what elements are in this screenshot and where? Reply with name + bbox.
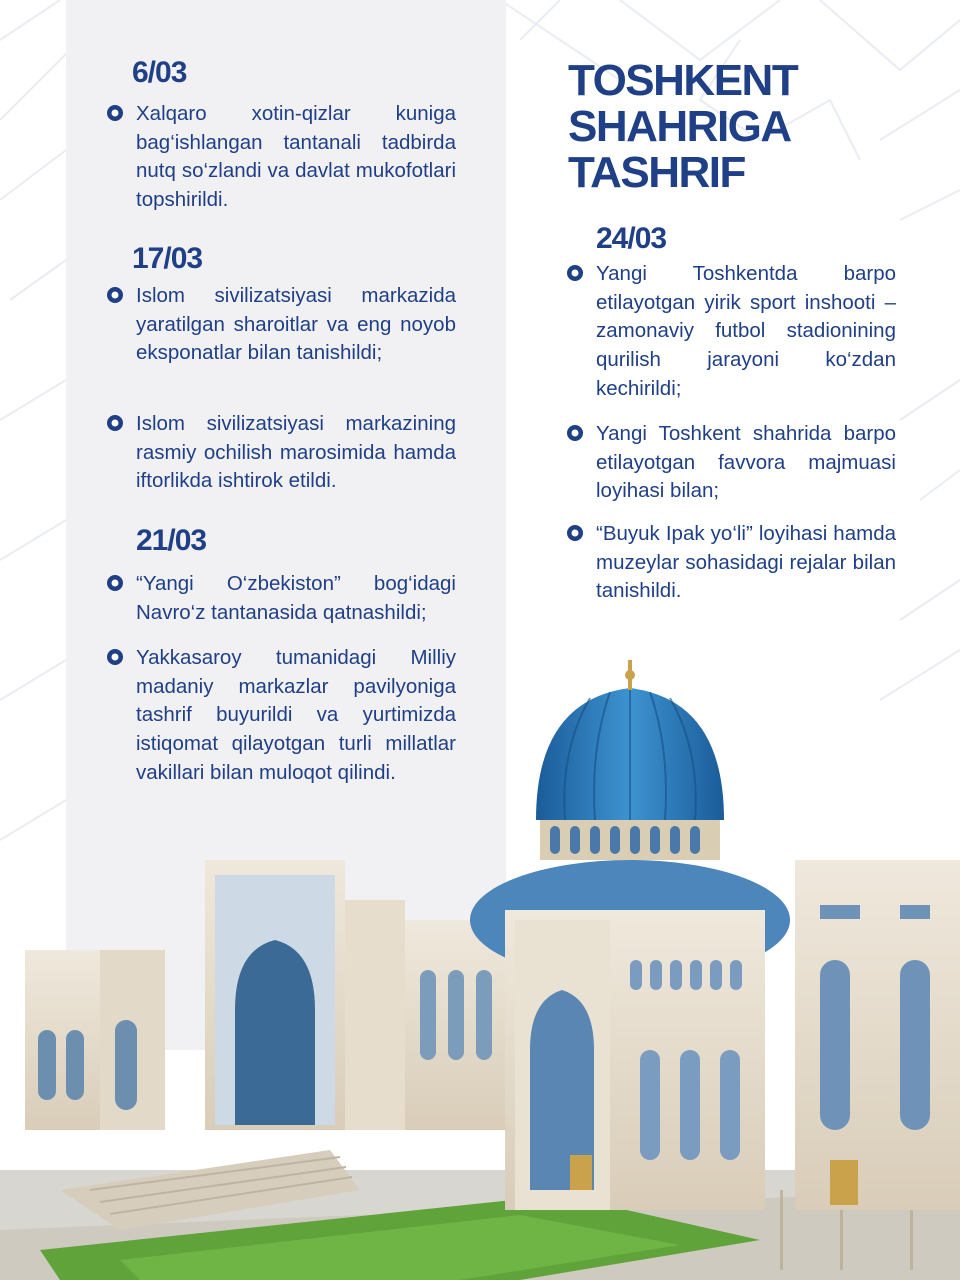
list-item [136,570,456,627]
item-text: Xalqaro xotin-qizlar kuniga bag‘ishlangan tantanali tadbirda nutq so‘zlandi va davlat mukofotlari topshirildi. [136,102,456,212]
date-6-03: 6/03 [132,56,187,89]
date-24-03: 24/03 [596,222,667,255]
islamic-civilization-center-illustration [0,630,960,1280]
page-title [568,58,868,196]
bullet-icon [106,104,124,122]
item-text: Yakkasaroy tumanidagi Milliy madaniy markazlar pavilyoniga tashrif buyurildi va yurtimizda istiqomat qilayotgan turli millatlar vakillari bilan muloqot qilindi. [136,646,456,784]
list-item [596,420,896,506]
list-item [136,100,456,215]
date-21-03: 21/03 [136,524,207,557]
bullet-icon [566,524,584,542]
list-item [596,520,896,606]
bullet-icon [566,264,584,282]
item-text: “Yangi O‘zbekiston” bog‘idagi Navro‘z tantanasida qatnashildi; [136,572,456,624]
item-text: Islom sivilizatsiyasi markazida yaratilgan sharoitlar va eng noyob eksponatlar bilan tanishildi; [136,284,456,365]
bullet-icon [106,574,124,592]
bullet-icon [106,414,124,432]
bullet-icon [106,286,124,304]
item-text: Yangi Toshkent shahrida barpo etilayotgan favvora majmuasi loyihasi bilan; [596,422,896,503]
bullet-icon [566,424,584,442]
list-item [136,282,456,368]
title-line-2: SHAHRIGA [568,102,791,151]
date-17-03: 17/03 [132,242,203,275]
title-line-1: TOSHKENT [568,56,798,105]
title-line-3: TASHRIF [568,148,745,197]
list-item [136,410,456,496]
list-item [596,260,896,404]
item-text: Yangi Toshkentda barpo etilayotgan yirik sport inshooti – zamonaviy futbol stadionining qurilish jarayoni ko‘zdan kechirildi; [596,262,896,400]
item-text: “Buyuk Ipak yo‘li” loyihasi hamda muzeylar sohasidagi rejalar bilan tanishildi. [596,522,896,603]
item-text: Islom sivilizatsiyasi markazining rasmiy ochilish marosimida hamda iftorlikda ishtirok etildi. [136,412,456,493]
